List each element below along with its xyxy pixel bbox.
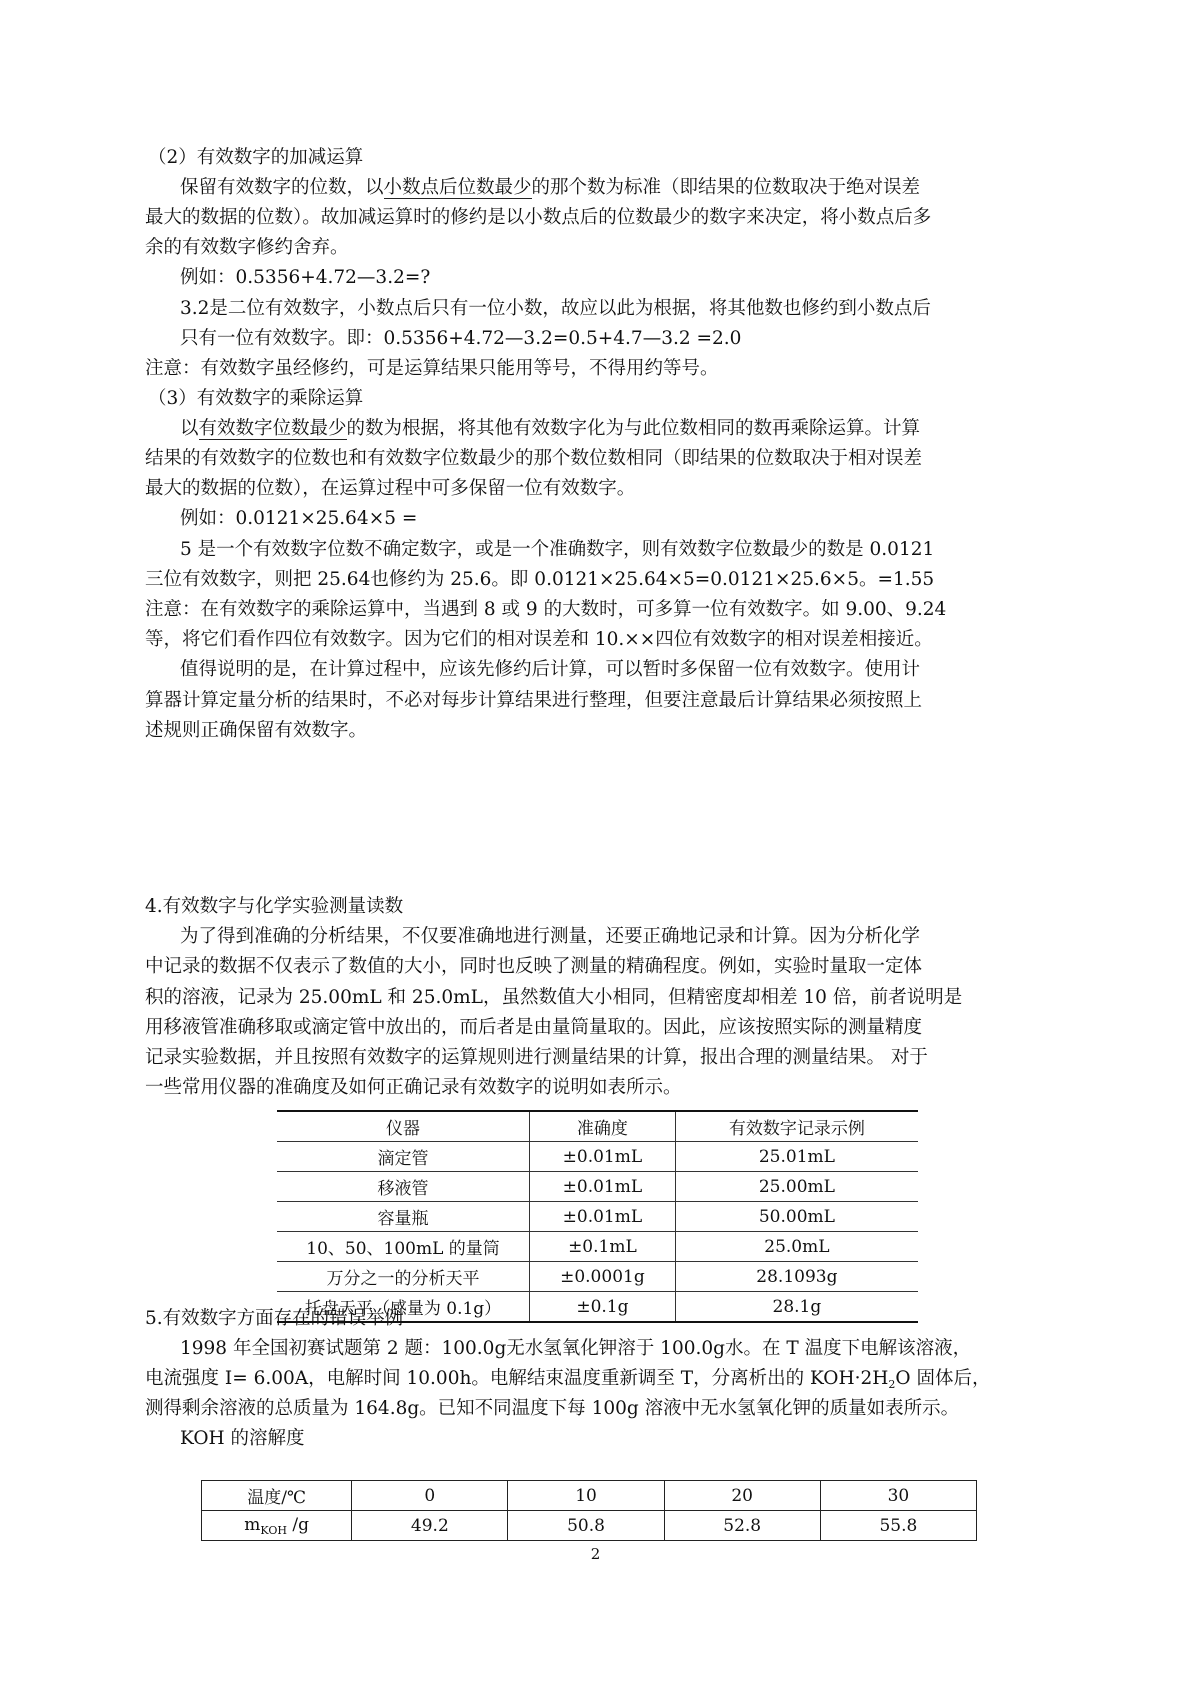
table-cell: 10	[508, 1481, 664, 1511]
example-line: 例如：0.0121×25.64×5 =	[180, 508, 418, 529]
table-caption: KOH 的溶解度	[180, 1428, 305, 1449]
koh-solubility-table	[201, 1480, 977, 1541]
table-cell: 52.8	[664, 1511, 820, 1541]
table-cell: 托盘天平（感量为 0.1g）	[277, 1292, 530, 1323]
table-cell: 28.1093g	[675, 1262, 918, 1292]
table-cell: 25.0mL	[675, 1232, 918, 1262]
table-cell: 20	[664, 1481, 820, 1511]
table-row	[277, 1172, 918, 1202]
table-row	[277, 1202, 918, 1232]
table-row	[277, 1232, 918, 1262]
table-cell: 准确度	[530, 1111, 676, 1142]
paragraph-line: 余的有效数字修约舍弃。	[145, 237, 349, 258]
table-cell: ±0.01mL	[530, 1172, 676, 1202]
table-row	[277, 1111, 918, 1142]
table-cell: 移液管	[277, 1172, 530, 1202]
paragraph-line: 5 是一个有效数字位数不确定数字，或是一个准确数字，则有效数字位数最少的数是 0.0121	[180, 539, 935, 560]
paragraph-line: 值得说明的是，在计算过程中，应该先修约后计算，可以暂时多保留一位有效数字。使用计	[180, 659, 921, 680]
text-span: m	[244, 1514, 261, 1535]
text-span: 以	[180, 418, 199, 439]
table-row	[202, 1481, 977, 1511]
section-5-heading: 5.有效数字方面存在的错误举例	[145, 1308, 404, 1329]
paragraph-line: 算器计算定量分析的结果时，不必对每步计算结果进行整理，但要注意最后计算结果必须按照上	[145, 690, 923, 711]
example-line: 例如：0.5356+4.72—3.2=?	[180, 267, 431, 288]
table-cell: ±0.01mL	[530, 1142, 676, 1172]
text-span: 保留有效数字的位数，以	[180, 177, 384, 198]
table-cell: 10、50、100mL 的量筒	[277, 1232, 530, 1262]
section-3-heading: （3）有效数字的乘除运算	[148, 388, 364, 409]
table-cell: 50.8	[508, 1511, 664, 1541]
underlined-phrase: 小数点后位数最少	[383, 177, 532, 198]
table-cell: 50.00mL	[675, 1202, 918, 1232]
paragraph-line: 最大的数据的位数）。故加减运算时的修约是以小数点后的位数最少的数字来决定，将小数点后多	[145, 207, 932, 228]
paragraph-line: 用移液管准确移取或滴定管中放出的，而后者是由量筒量取的。因此，应该按照实际的测量精度	[145, 1017, 923, 1038]
paragraph-line: 积的溶液，记录为 25.00mL 和 25.0mL，虽然数值大小相同，但精密度却相差 10 倍，前者说明是	[145, 987, 963, 1008]
note-line: 等，将它们看作四位有效数字。因为它们的相对误差和 10.××四位有效数字的相对误差相接近。	[145, 629, 933, 650]
paragraph-line	[180, 414, 920, 444]
table-cell: 25.00mL	[675, 1172, 918, 1202]
text-span: 的数为根据，将其他有效数字化为与此位数相同的数再乘除运算。计算	[346, 418, 921, 439]
table-cell	[202, 1511, 352, 1541]
table-cell: ±0.0001g	[530, 1262, 676, 1292]
instrument-accuracy-table	[277, 1110, 918, 1323]
table-cell: ±0.1g	[530, 1292, 676, 1323]
paragraph-line: 结果的有效数字的位数也和有效数字位数最少的那个数位数相同（即结果的位数取决于相对误差	[145, 448, 923, 469]
paragraph-line: 测得剩余溶液的总质量为 164.8g。已知不同温度下每 100g 溶液中无水氢氧化钾的质量如表所示。	[145, 1398, 960, 1419]
paragraph-line: 述规则正确保留有效数字。	[145, 720, 368, 741]
text-span: /g	[286, 1514, 309, 1535]
subscript: 2	[888, 1378, 896, 1391]
table-cell: 容量瓶	[277, 1202, 530, 1232]
note-line: 注意：有效数字虽经修约，可是运算结果只能用等号，不得用约等号。	[145, 358, 719, 379]
table-row	[277, 1262, 918, 1292]
subscript: KOH	[260, 1523, 287, 1537]
table-cell: 滴定管	[277, 1142, 530, 1172]
paragraph-line: 1998 年全国初赛试题第 2 题：100.0g无水氢氧化钾溶于 100.0g水。在 T 温度下电解该溶液，	[180, 1338, 972, 1359]
table-cell: 有效数字记录示例	[675, 1111, 918, 1142]
paragraph-line: 中记录的数据不仅表示了数值的大小，同时也反映了测量的精确程度。例如，实验时量取一定体	[145, 956, 923, 977]
table-cell: 55.8	[820, 1511, 976, 1541]
table-cell: 30	[820, 1481, 976, 1511]
paragraph-line: 记录实验数据，并且按照有效数字的运算规则进行测量结果的计算，报出合理的测量结果。 对于	[145, 1047, 928, 1068]
table-cell: 28.1g	[675, 1292, 918, 1323]
page-number: 2	[590, 1545, 601, 1563]
text-span: 电流强度 I= 6.00A，电解时间 10.00h。电解结束温度重新调至 T，分离析出的 KOH·2H	[145, 1368, 889, 1389]
paragraph-line: 为了得到准确的分析结果，不仅要准确地进行测量，还要正确地记录和计算。因为分析化学	[180, 926, 921, 947]
table-cell: 万分之一的分析天平	[277, 1262, 530, 1292]
table-row	[202, 1511, 977, 1541]
paragraph-line: 最大的数据的位数），在运算过程中可多保留一位有效数字。	[145, 478, 636, 499]
table-cell: 49.2	[352, 1511, 508, 1541]
table-cell: 25.01mL	[675, 1142, 918, 1172]
note-line: 注意：在有效数字的乘除运算中，当遇到 8 或 9 的大数时，可多算一位有效数字。如 9.00、9.24	[145, 599, 947, 620]
table-cell: 仪器	[277, 1111, 530, 1142]
text-span: O 固体后，	[895, 1368, 991, 1389]
paragraph-line	[180, 173, 920, 203]
section-2-heading: （2）有效数字的加减运算	[148, 147, 364, 168]
table-cell: ±0.1mL	[530, 1232, 676, 1262]
paragraph-line: 三位有效数字，则把 25.64也修约为 25.6。即 0.0121×25.64×5=0.0121×25.6×5。=1.55	[145, 569, 935, 590]
paragraph-line: 3.2是二位有效数字，小数点后只有一位小数，故应以此为根据，将其他数也修约到小数点后	[180, 298, 931, 319]
section-4-heading: 4.有效数字与化学实验测量读数	[145, 896, 404, 917]
underlined-phrase: 有效数字位数最少	[198, 418, 347, 439]
paragraph-line: 一些常用仪器的准确度及如何正确记录有效数字的说明如表所示。	[145, 1077, 682, 1098]
table-cell: 0	[352, 1481, 508, 1511]
text-span: 的那个数为标准（即结果的位数取决于绝对误差	[531, 177, 921, 198]
table-row	[277, 1142, 918, 1172]
table-cell: ±0.01mL	[530, 1202, 676, 1232]
table-cell: 温度/℃	[202, 1481, 352, 1511]
paragraph-line: 只有一位有效数字。即：0.5356+4.72—3.2=0.5+4.7—3.2 =2.0	[180, 328, 742, 349]
